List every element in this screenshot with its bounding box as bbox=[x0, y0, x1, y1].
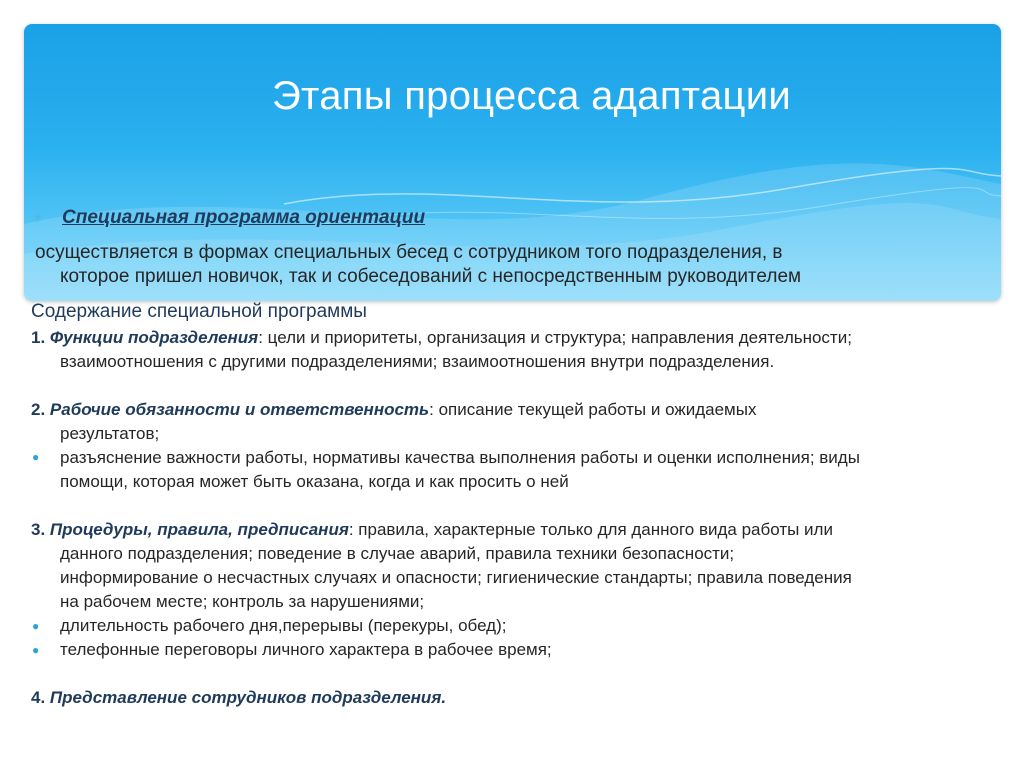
section-1-title: Функции подразделения bbox=[49, 328, 259, 347]
section-3-line-3: информирование о несчастных случаях и опасности; гигиенические стандарты; правила поведения bbox=[60, 568, 852, 587]
section-1-number: 1. bbox=[31, 328, 50, 347]
section-2-bullet-line-1: разъяснение важности работы, нормативы качества выполнения работы и оценки исполнения; виды bbox=[60, 448, 860, 467]
section-3-bullet-2: телефонные переговоры личного характера в рабочее время; bbox=[60, 640, 552, 659]
section-2-line-1 bbox=[31, 398, 756, 422]
bullet-dot-icon: ● bbox=[32, 643, 40, 657]
section-2-line-2: результатов; bbox=[60, 424, 160, 443]
slide-title: Этапы процесса адаптации bbox=[272, 74, 792, 118]
section-4-title: Представление сотрудников подразделения. bbox=[49, 688, 447, 707]
orientation-text-line-2: которое пришел новичок, так и собеседований с непосредственным руководителем bbox=[60, 266, 802, 287]
content-heading: Содержание специальной программы bbox=[31, 301, 367, 322]
section-2-number: 2. bbox=[31, 400, 50, 419]
section-1-text: : цели и приоритеты, организация и структура; направления деятельности; bbox=[258, 328, 852, 347]
bullet-dot-icon: ● bbox=[32, 619, 40, 633]
section-3-line-4: на рабочем месте; контроль за нарушениями; bbox=[60, 592, 425, 611]
section-3-title: Процедуры, правила, предписания bbox=[49, 520, 349, 539]
orientation-text-line-1: осуществляется в формах специальных бесед с сотрудником того подразделения, в bbox=[35, 242, 783, 263]
section-2-bullet-line-2: помощи, которая может быть оказана, когда и как просить о ней bbox=[60, 472, 569, 491]
section-1-line-2: взаимоотношения с другими подразделениями; взаимоотношения внутри подразделения. bbox=[60, 352, 775, 371]
star-bullet-icon: ✳ bbox=[32, 209, 44, 225]
section-3-line-1 bbox=[31, 518, 833, 542]
section-4-number: 4. bbox=[31, 688, 50, 707]
section-4-line-1 bbox=[31, 686, 446, 710]
section-3-text: : правила, характерные только для данного вида работы или bbox=[348, 520, 833, 539]
bullet-dot-icon: ● bbox=[32, 450, 40, 464]
section-3-line-2: данного подразделения; поведение в случае аварий, правила техники безопасности; bbox=[60, 544, 735, 563]
orientation-heading: Специальная программа ориентации bbox=[62, 207, 426, 228]
section-3-number: 3. bbox=[31, 520, 50, 539]
section-1-line-1 bbox=[31, 326, 852, 350]
section-2-title: Рабочие обязанности и ответственность bbox=[49, 400, 430, 419]
section-2-text: : описание текущей работы и ожидаемых bbox=[429, 400, 757, 419]
section-3-bullet-1: длительность рабочего дня,перерывы (перекуры, обед); bbox=[60, 616, 507, 635]
